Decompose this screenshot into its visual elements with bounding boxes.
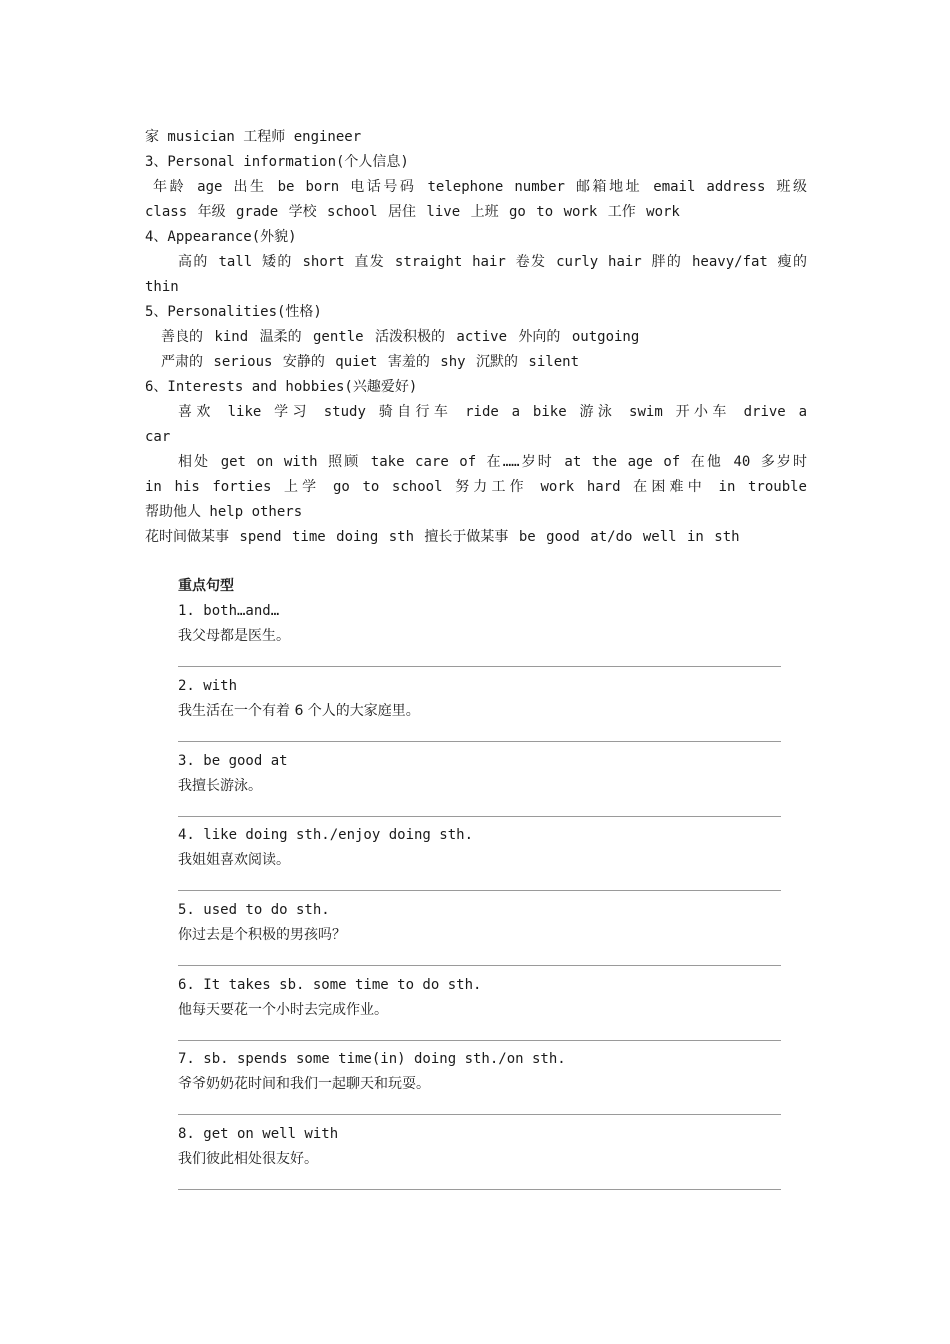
vocab-line-15: in his forties 上学 go to school 努力工作 work hard 在困难中 in trouble	[145, 479, 807, 495]
sentence-chinese: 我擅长游泳。	[178, 778, 262, 794]
sentence-pattern: 1. both…and…	[178, 603, 280, 619]
sentence-pattern: 4. like doing sth./enjoy doing sth.	[178, 827, 474, 843]
vocab-line-3: 年龄 age 出生 be born 电话号码 telephone number 邮箱地址 email address 班级	[153, 179, 807, 195]
answer-line	[178, 965, 781, 966]
vocab-line-13: car	[145, 429, 171, 445]
sentence-chinese: 爷爷奶奶花时间和我们一起聊天和玩耍。	[178, 1076, 430, 1092]
sentence-pattern: 2. with	[178, 678, 238, 694]
sentence-pattern: 3. be good at	[178, 753, 288, 769]
sentence-chinese: 我生活在一个有着 6 个人的大家庭里。	[178, 703, 420, 719]
vocab-line-7: thin	[145, 279, 179, 295]
sentence-chinese: 你过去是个积极的男孩吗？	[178, 927, 346, 943]
answer-line	[178, 890, 781, 891]
sentence-chinese: 我们彼此相处很友好。	[178, 1151, 318, 1167]
vocab-line-6: 高的 tall 矮的 short 直发 straight hair 卷发 curly hair 胖的 heavy/fat 瘦的	[178, 254, 807, 270]
answer-line	[178, 816, 781, 817]
section-interests-hobbies: 6、Interests and hobbies(兴趣爱好)	[145, 379, 418, 395]
answer-line	[178, 1189, 781, 1190]
key-sentences-heading: 重点句型	[178, 578, 234, 594]
answer-line	[178, 666, 781, 667]
answer-line	[178, 1040, 781, 1041]
section-appearance: 4、Appearance(外貌)	[145, 229, 297, 245]
sentence-chinese: 我姐姐喜欢阅读。	[178, 852, 290, 868]
section-personalities: 5、Personalities(性格)	[145, 304, 322, 320]
vocab-line-1: 家 musician 工程师 engineer	[145, 129, 362, 145]
answer-line	[178, 1114, 781, 1115]
vocab-line-12: 喜欢 like 学习 study 骑自行车 ride a bike 游泳 swim 开小车 drive a	[178, 404, 807, 420]
sentence-chinese: 他每天要花一个小时去完成作业。	[178, 1002, 388, 1018]
vocab-line-9: 善良的 kind 温柔的 gentle 活泼积极的 active 外向的 outgoing	[161, 329, 640, 345]
vocab-line-14: 相处 get on with 照顾 take care of 在……岁时 at the age of 在他 40 多岁时	[178, 454, 807, 470]
sentence-pattern: 5. used to do sth.	[178, 902, 330, 918]
sentence-pattern: 7. sb. spends some time(in) doing sth./on sth.	[178, 1051, 566, 1067]
vocab-line-10: 严肃的 serious 安静的 quiet 害羞的 shy 沉默的 silent	[161, 354, 580, 370]
vocab-line-16: 帮助他人 help others	[145, 504, 303, 520]
answer-line	[178, 741, 781, 742]
vocab-line-17: 花时间做某事 spend time doing sth 擅长于做某事 be good at/do well in sth	[145, 529, 740, 545]
sentence-pattern: 6. It takes sb. some time to do sth.	[178, 977, 482, 993]
sentence-chinese: 我父母都是医生。	[178, 628, 290, 644]
vocab-line-4: class 年级 grade 学校 school 居住 live 上班 go to work 工作 work	[145, 204, 680, 220]
sentence-pattern: 8. get on well with	[178, 1126, 339, 1142]
section-personal-information: 3、Personal information(个人信息)	[145, 154, 409, 170]
